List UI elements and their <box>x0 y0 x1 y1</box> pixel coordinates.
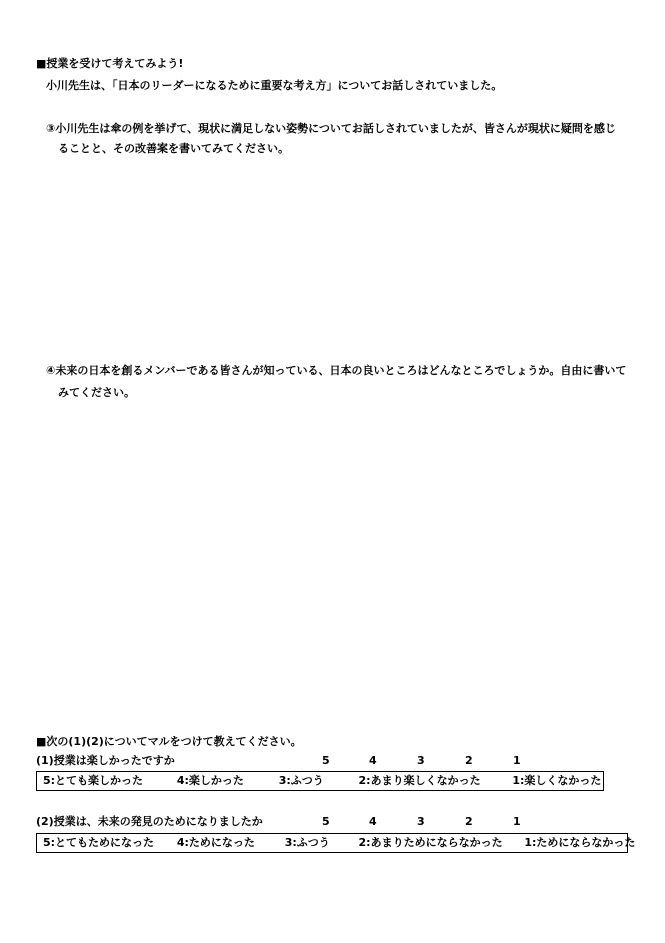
rating-option: 3:ふつう <box>278 774 324 787</box>
scale-number-5: 5 <box>322 815 330 828</box>
scale-number-3: 3 <box>417 815 425 828</box>
rating-option: 2:あまり楽しくなかった <box>358 774 481 787</box>
rating-scale-legend-1 <box>36 771 604 791</box>
scale-number-3: 3 <box>417 754 425 767</box>
scale-number-5: 5 <box>322 754 330 767</box>
rating-option: 4:ためになった <box>176 836 255 849</box>
scale-number-2: 2 <box>465 815 473 828</box>
scale-number-1: 1 <box>513 815 521 828</box>
survey-heading: ■次の(1)(2)についてマルをつけて教えてください。 <box>36 735 302 748</box>
rating-option: 2:あまりためにならなかった <box>358 836 503 849</box>
scale-number-2: 2 <box>465 754 473 767</box>
rating-option: 5:とても楽しかった <box>43 774 144 787</box>
question-3-line-2: ることと、その改善案を書いてみてください。 <box>58 142 289 155</box>
rating-option: 4:楽しかった <box>176 774 244 787</box>
section-heading: ■授業を受けて考えてみよう! <box>36 57 184 70</box>
rating-option: 5:とてもためになった <box>43 836 155 849</box>
survey-question-1-label: (1)授業は楽しかったですか <box>36 754 175 767</box>
survey-question-2-label: (2)授業は、未来の発見のためになりましたか <box>36 815 263 828</box>
rating-scale-legend-2 <box>36 833 636 853</box>
question-3-line-1: ③小川先生は傘の例を挙げて、現状に満足しない姿勢についてお話しされていましたが、皆さんが現状に疑問を感じ <box>46 122 616 135</box>
rating-option: 3:ふつう <box>284 836 330 849</box>
question-4-line-2: みてください。 <box>58 386 135 399</box>
scale-number-4: 4 <box>369 754 377 767</box>
intro-text: 小川先生は、「日本のリーダーになるために重要な考え方」についてお話しされていました。 <box>46 79 503 92</box>
rating-option: 1:楽しくなかった <box>512 774 602 787</box>
scale-number-4: 4 <box>369 815 377 828</box>
scale-number-1: 1 <box>513 754 521 767</box>
rating-option: 1:ためにならなかった <box>524 836 636 849</box>
question-4-line-1: ④未来の日本を創るメンバーである皆さんが知っている、日本の良いところはどんなところでしょうか。自由に書いて <box>46 364 627 377</box>
